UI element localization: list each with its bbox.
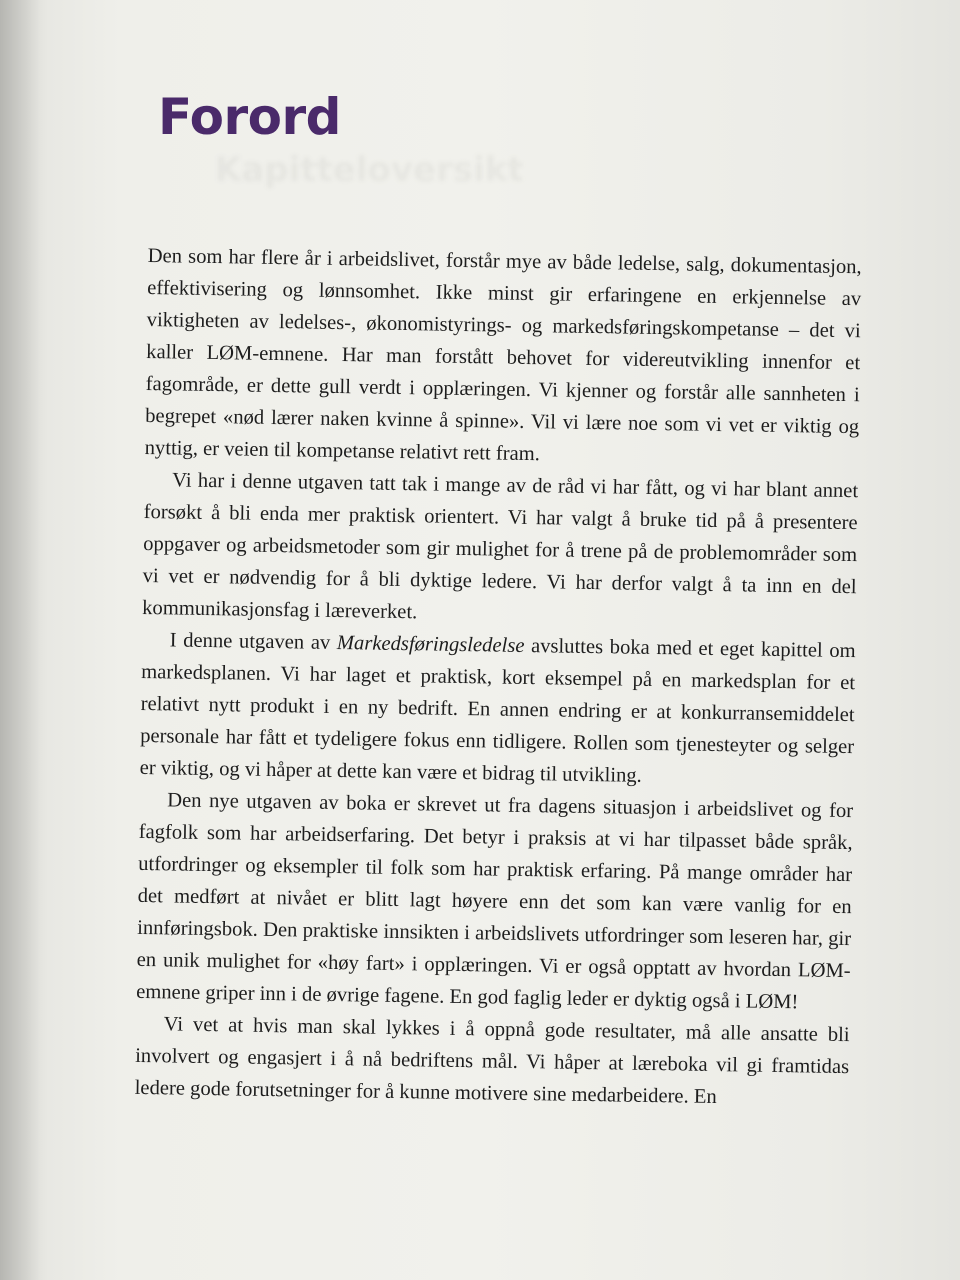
- paragraph-3-lead: I denne utgaven av: [169, 629, 338, 655]
- spine-shadow: [0, 0, 40, 1280]
- paragraph-3: [139, 624, 855, 795]
- paragraph-4: Den nye utgaven av boka er skrevet ut fra dagens situasjon i arbeidslivet og for fagfolk som har arbeidserfaring. Det betyr i praksis at vi har tilpasset både språk, utfordringer og eksempler til folk som har praktisk erfaring. På mange områder har det medført at nivået er blitt lagt høyere enn det som kan være vanlig for en innføringsbok. Den praktiske innsikten i arbeidslivets utfordringer som leseren har, gir en unik mulighet for «høy fart» i opplæringen. Vi er også opptatt av hvordan LØM-emnene griper inn i de øvrige fagene. En god faglig leder er dyktig også i LØM!: [136, 789, 854, 1014]
- body-text: [134, 240, 861, 1115]
- page-title: Forord: [158, 88, 341, 146]
- paragraph-5: Vi vet at hvis man skal lykkes i å oppnå gode resultater, må alle ansatte bli involvert og engasjert i å nå bedriftens mål. Vi håper at læreboka vil gi framtidas ledere gode forutsetninger for å kunne motivere sine medarbeidere. En: [134, 1013, 850, 1109]
- paragraph-2: Vi har i denne utgaven tatt tak i mange av de råd vi har fått, og vi har blant annet forsøkt å bli enda mer praktisk orientert. Vi har valgt å bruke tid på å presentere oppgaver og arbeidsmetoder som gir mulighet for å trene på de problemområder som vi vet er nødvendig for å bli dyktige ledere. Vi har derfor valgt å ta inn en del kommunikasjonsfag i læreverket.: [142, 469, 859, 624]
- book-title-italic: Markedsføringsledelse: [336, 632, 525, 657]
- bleed-through-text: Kapitteloversikt: [215, 150, 524, 190]
- paragraph-3-rest: avsluttes boka med et eget kapittel om markedsplanen. Vi har laget et praktisk, kort eksempel på en markedsplan for et relativt nytt produkt i en ny bedrift. En annen endring er at konkurransemiddelet personale har fått et tydeligere fokus enn tidligere. Rollen som tjenesteyter og selger er viktig, og vi håper at dette kan være et bidrag til utvikling.: [139, 634, 856, 787]
- paragraph-1: Den som har flere år i arbeidslivet, forstår mye av både ledelse, salg, dokumentasjon, effektivisering og lønnsomhet. Ikke minst gir erfaringene en erkjennelse av viktigheten av ledelses-, økonomistyrings- og markedsføringskompetanse – det vi kaller LØM-emnene. Har man forstått behovet for videreutvikling innenfor et fagområde, er dette gull verdt i opplæringen. Vi kjenner og forstår alle sannheten i begrepet «nød lærer naken kvinne å spinne». Vil vi lære noe som vi vet er viktig og nyttig, er veien til kompetanse relativt rett fram.: [144, 244, 862, 466]
